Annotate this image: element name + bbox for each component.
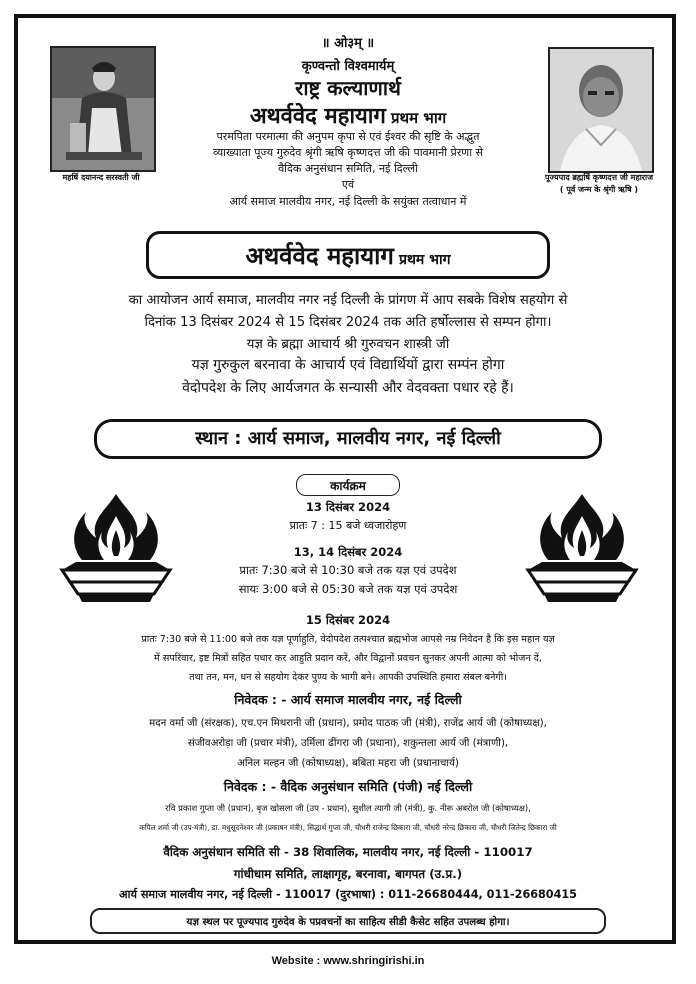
program-title: कार्यक्रम [330, 479, 366, 493]
intro-para-3: वैदिक अनुसंधान समिति, नई दिल्ली [278, 162, 418, 175]
intro-line-1: का आयोजन आर्य समाज, मालवीय नगर नई दिल्ली के प्रांगण में आप सबके विशेष सहयोग से [128, 293, 568, 308]
banner-title [0, 239, 696, 272]
intro-line-3: यज्ञ के ब्रह्मा आचार्य श्री गुरुवचन शास्त्री जी [246, 337, 450, 352]
day1-date: 13 दिसंबर 2024 [305, 500, 391, 514]
intro-para-1: परमपिता परमात्मा की अनुपम कृपा से एवं ईश्वर की सृष्टि के अद्भुत [216, 130, 480, 143]
website-link[interactable]: Website : www.shringirishi.in [271, 955, 425, 967]
intro-line-4: यज्ञ गुरुकुल बरनावा के आचार्य एवं विद्यार्थियों द्वारा सम्पंन होगा [191, 357, 505, 373]
day3-date: 15 दिसंबर 2024 [305, 613, 391, 627]
day3-line-3: तथा तन, मन, धन से सहयोग देकर पुण्य के भागी बने। आपकी उपस्थिति हमारा संबल बनेगी। [189, 672, 507, 683]
dayanand-portrait [50, 46, 156, 172]
om-heading: ॥ ओ३म् ॥ [321, 36, 375, 51]
notice-text: यज्ञ स्थल पर पूज्यपाद गुरुदेव के पप्रवचनों का साहित्य सीडी कैसेट सहित उपलब्ध होगा। [186, 917, 510, 928]
nivedak2-title: निवेदक : - वैदिक अनुसंधान समिति (पंजी) नई दिल्ली [223, 779, 473, 794]
nivedak2-line-1: रवि प्रकाश गुप्ता जी (प्रधान), बृज खोसला जी (उप - प्रधान), सुशील त्यागी जी (मंत्री), कु. नीरू अबरोल जी (कोषाध्यक्ष), [165, 803, 531, 813]
title-part: प्रथम भाग [390, 109, 447, 127]
day2-line-1: प्रातः 7:30 बजे से 10:30 बजे तक यज्ञ एवं उपदेश [239, 563, 457, 577]
krishnadatt-portrait [548, 47, 654, 173]
nivedak2-line-2: कपिल शर्मा जी (उप-मंत्री), डा. मधुसूदनेश्वर जी (प्रकाषन मंत्री), सिद्धार्थ गुप्ता जी, चौधरी राजेन्द्र छिकारा जी, चौधरी नरेन्द्र छिकारा जी, चौधरी जितेन्द्र छिकारा जी [139, 823, 557, 832]
day3-line-2: में सपरिवार, इष्ट मित्रों सहित पधार कर आहुति प्रदान करें, और विद्वानों प्रवचन सुनकर अपनी आत्मा को भोजन दें, [154, 653, 542, 664]
day3-line-1: प्रातः 7:30 बजे से 11:00 बजे तक यज्ञ पूर्णाहुति, वेदोपदेश तत्पश्चात ब्रह्मभोज आपसे नम्र निवेदन है कि इस महान यज्ञ [141, 634, 555, 645]
intro-para-5: आर्य समाज मालवीय नगर, नई दिल्ली के सयुंक्त तत्वाधान में [229, 195, 467, 208]
banner-main: अथर्ववेद महायाग [245, 242, 394, 270]
nivedak1-line-3: अनिल मल्हन जी (कोषाध्यक्ष), बबिता महरा जी (प्रधानाचार्य) [237, 758, 459, 769]
day1-line-1: प्रातः 7 : 15 बजे ध्वजारोहण [289, 519, 407, 532]
nivedak1-title: निवेदक : - आर्य समाज मालवीय नगर, नई दिल्ली [234, 692, 462, 707]
havan-kund-right-icon [522, 490, 642, 606]
intro-line-5: वेदोपदेश के लिए आर्यजगत के सन्यासी और वेदवक्ता पधार रहे हैं। [182, 380, 514, 396]
day2-date: 13, 14 दिसंबर 2024 [293, 545, 403, 559]
left-photo-caption: महर्षि दयानन्द सरस्वती जी [62, 173, 140, 182]
right-photo-caption-1: पूज्यपाद ब्रह्मर्षि कृष्णदत्त जी महाराज [544, 173, 654, 182]
address-line-2: गांधीधाम समिति, लाक्षागृह, बरनावा, बागपत (उ.प्र.) [233, 867, 463, 881]
right-photo-caption-2: ( पूर्व जन्म के श्रृंगी ऋषि ) [559, 185, 639, 194]
nivedak1-line-2: संजीवअरोड़ा जी (प्रचार मंत्री), उर्मिला ढींगरा जी (प्रधाना), शकुन्तला आर्य जी (मंत्राणी), [187, 738, 509, 749]
address-line-1: वैदिक अनुसंधान समिति सी - 38 शिवालिक, मालवीय नगर, नई दिल्ली - 110017 [163, 845, 533, 859]
day2-line-2: सायः 3:00 बजे से 05:30 बजे तक यज्ञ एवं उपदेश [238, 582, 458, 596]
intro-para-4: एवं [341, 178, 355, 191]
address-line-3: आर्य समाज मालवीय नगर, नई दिल्ली - 110017 (दुरभाषा) : 011-26680444, 011-26680415 [119, 888, 577, 901]
nivedak1-line-1: मदन वर्मा जी (संरक्षक), एच.एन मिथरानी जी (प्रधान), प्रमोद पाठक जी (मंत्री), राजेंद्र आर्य जी (कोषाध्यक्ष), [149, 718, 547, 729]
intro-para-2: व्याख्याता पूज्य गुरुदेव श्रृंगी ऋषि कृष्णदत्त जी की पावमानी प्रेरणा से [212, 146, 484, 159]
intro-line-2: दिनांक 13 दिसंबर 2024 से 15 दिसंबर 2024 तक अति हर्षोल्लास से सम्पन होगा। [144, 315, 552, 330]
banner-part: प्रथम भाग [399, 252, 451, 268]
venue-text: स्थान : आर्य समाज, मालवीय नगर, नई दिल्ली [195, 428, 501, 449]
title-main: अथर्ववेद महायाग [249, 104, 386, 129]
title-line-1: राष्ट्र कल्याणार्थ [295, 76, 401, 100]
havan-kund-left-icon [56, 490, 176, 606]
motto: कृण्वन्तो विश्वमार्यम् [301, 59, 395, 74]
